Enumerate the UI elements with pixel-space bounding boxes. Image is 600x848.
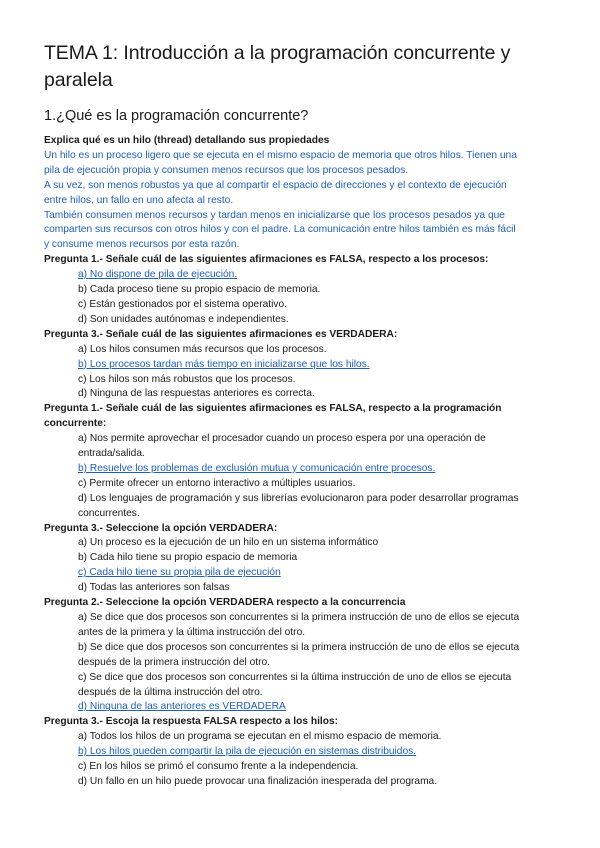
answer-option-correct xyxy=(44,745,564,760)
answer-option xyxy=(44,730,564,745)
question-heading-line: Pregunta 3.- Escoja la respuesta FALSA respecto a los hilos: xyxy=(44,716,339,728)
option-line: d) Ninguna de las respuestas anteriores es correcta. xyxy=(78,388,315,400)
page-title xyxy=(44,40,564,94)
option-line: b) Cada proceso tiene su propio espacio de memoria. xyxy=(78,284,321,296)
question-heading xyxy=(44,328,564,343)
option-line: después de la última instrucción del otro. xyxy=(78,686,263,698)
section-title: 1.¿Qué es la programación concurrente? xyxy=(44,108,309,124)
explain-line: A su vez, son menos robustos ya que al compartir el espacio de direcciones y el contexto de ejecución xyxy=(44,179,507,191)
question-item xyxy=(44,596,564,715)
option-line: antes de la primera y la última instrucción del otro. xyxy=(78,626,306,638)
question-heading-line: Pregunta 3.- Señale cuál de las siguientes afirmaciones es VERDADERA: xyxy=(44,328,398,340)
option-line: concurrentes. xyxy=(78,507,140,519)
answer-option-correct xyxy=(44,566,564,581)
option-line: d) Ninguna de las anteriores es VERDADERA xyxy=(78,701,286,713)
option-line: d) Un fallo en un hilo puede provocar una finalización inesperada del programa. xyxy=(78,775,438,787)
explain-line: comparten sus recursos con otros hilos y con el padre. La comunicación entre hilos también es más fácil xyxy=(44,224,516,236)
answer-option xyxy=(44,387,564,402)
option-line: a) Se dice que dos procesos son concurrentes si la primera instrucción de uno de ellos se ejecuta xyxy=(78,612,520,623)
option-line: a) Un proceso es la ejecución de un hilo en un sistema informático xyxy=(78,537,379,549)
question-item xyxy=(44,402,564,521)
answer-option-correct xyxy=(44,700,564,715)
explain-heading: Explica qué es un hilo (thread) detallando sus propiedades xyxy=(44,135,330,146)
answer-option xyxy=(44,536,564,551)
answer-option xyxy=(44,611,564,641)
explain-line: y consume menos recursos por esta razón. xyxy=(44,239,240,251)
question-heading xyxy=(44,402,564,432)
option-line: d) Los lenguajes de programación y sus librerías evolucionaron para poder desarrollar programas xyxy=(78,492,519,504)
question-item xyxy=(44,522,564,597)
answer-option xyxy=(44,581,564,596)
option-line: b) Los hilos pueden compartir la pila de ejecución en sistemas distribuidos. xyxy=(78,746,417,758)
explain-line: También consumen menos recursos y tardan menos en inicializarse que los procesos pesados ya que xyxy=(44,209,505,221)
answer-option-correct xyxy=(44,358,564,373)
question-heading-line: Pregunta 2.- Seleccione la opción VERDADERA respecto a la concurrencia xyxy=(44,597,406,609)
option-line: d) Todas las anteriores son falsas xyxy=(78,582,230,594)
answer-option xyxy=(44,313,564,328)
questions-list xyxy=(44,253,564,790)
answer-option-correct xyxy=(44,462,564,477)
question-heading-line: concurrente: xyxy=(44,418,107,430)
answer-option xyxy=(44,283,564,298)
option-line: c) Están gestionados por el sistema operativo. xyxy=(78,298,287,310)
option-line: a) Todos los hilos de un programa se ejecutan en el mismo espacio de memoria. xyxy=(78,731,442,743)
explain-block xyxy=(44,134,564,253)
question-heading-line: Pregunta 1.- Señale cuál de las siguientes afirmaciones es FALSA, respecto a la programación xyxy=(44,403,502,415)
answer-option xyxy=(44,760,564,775)
option-line: b) Cada hilo tiene su propio espacio de memoria xyxy=(78,552,298,564)
explain-line: entre hilos, un fallo en uno afecta al resto. xyxy=(44,194,234,206)
option-line: d) Son unidades autónomas e independientes. xyxy=(78,313,289,325)
answer-option xyxy=(44,775,564,790)
answer-option-correct xyxy=(44,268,564,283)
title-line-1: TEMA 1: Introducción a la programación concurrente y xyxy=(44,42,511,64)
answer-option xyxy=(44,343,564,358)
answer-option xyxy=(44,477,564,492)
explain-line: pila de ejecución propia y consumen menos recursos que los procesos pesados. xyxy=(44,164,409,176)
question-heading xyxy=(44,715,564,730)
option-line: b) Los procesos tardan más tiempo en inicializarse que los hilos. xyxy=(78,358,370,370)
document-page xyxy=(44,40,564,790)
option-line: a) Nos permite aprovechar el procesador cuando un proceso espera por una operación de xyxy=(78,433,486,445)
question-heading-line: Pregunta 1.- Señale cuál de las siguientes afirmaciones es FALSA, respecto a los procesos: xyxy=(44,254,489,266)
option-line: a) No dispone de pila de ejecución. xyxy=(78,269,238,281)
answer-option xyxy=(44,373,564,388)
option-line: c) Cada hilo tiene su propia pila de ejecución xyxy=(78,567,281,579)
answer-option xyxy=(44,641,564,671)
answer-option xyxy=(44,298,564,313)
question-item xyxy=(44,328,564,403)
option-line: b) Resuelve los problemas de exclusión mutua y comunicación entre procesos. xyxy=(78,462,436,474)
option-line: c) Los hilos son más robustos que los procesos. xyxy=(78,373,296,385)
option-line: entrada/salida. xyxy=(78,448,145,460)
question-heading xyxy=(44,522,564,537)
answer-option xyxy=(44,432,564,462)
answer-option xyxy=(44,492,564,522)
question-item xyxy=(44,715,564,790)
option-line: c) Se dice que dos procesos son concurrentes si la última instrucción de uno de ellos se ejecuta xyxy=(78,671,512,683)
title-line-2: paralela xyxy=(44,69,113,91)
option-line: c) Permite ofrecer un entorno interactivo a múltiples usuarios. xyxy=(78,477,356,489)
explain-line: Un hilo es un proceso ligero que se ejecuta en el mismo espacio de memoria que otros hilos. Tienen una xyxy=(44,149,517,161)
question-heading xyxy=(44,253,564,268)
answer-option xyxy=(44,551,564,566)
question-item xyxy=(44,253,564,328)
question-heading xyxy=(44,596,564,611)
option-line: b) Se dice que dos procesos son concurrentes si la primera instrucción de uno de ellos se ejecuta xyxy=(78,641,520,653)
explain-answer xyxy=(44,149,564,253)
option-line: a) Los hilos consumen más recursos que los procesos. xyxy=(78,343,327,355)
option-line: después de la primera instrucción del otro. xyxy=(78,656,270,668)
answer-option xyxy=(44,671,564,701)
question-heading-line: Pregunta 3.- Seleccione la opción VERDADERA: xyxy=(44,522,278,534)
option-line: c) En los hilos se primó el consumo frente a la independencia. xyxy=(78,761,359,773)
